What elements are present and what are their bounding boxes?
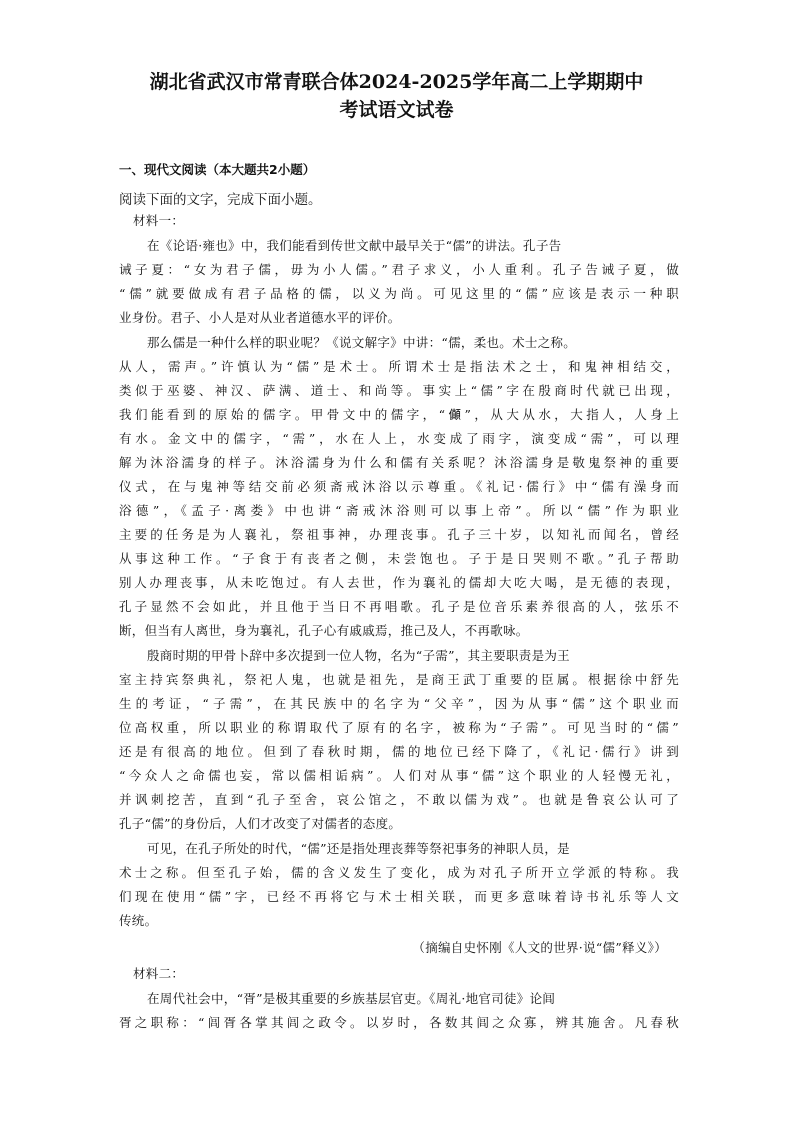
text-line: 胥之职称：“闾胥各掌其闾之政令。以岁时，各数其闾之众寡，辨其施舍。凡春秋 [119,1015,679,1030]
text-line: 解为沐浴濡身的样子。沐浴濡身为什么和儒有关系呢？沐浴濡身是敬鬼祭神的重要 [119,455,679,470]
text-line: 断，但当有人离世，身为襄礼，孔子心有戚戚焉，推己及人，不再歌咏。 [119,623,529,638]
text-line: 从事这种工作。“子食于有丧者之侧，未尝饱也。子于是日哭则不歌。”孔子帮助 [119,551,679,566]
text-line: 孔子显然不会如此，并且他于当日不再唱歌。孔子是位音乐素养很高的人，弦乐不 [119,599,679,614]
material-one-label: 材料一： [133,213,185,228]
text-line: 别人办理丧事，从未吃饱过。有人去世，作为襄礼的儒却大吃大喝，是无德的表现， [119,575,679,590]
text-line: 并讽刺挖苦，直到“孔子至舍，哀公馆之，不敢以儒为戏”。也就是鲁哀公认可了 [119,792,679,807]
text-line: 位高权重，所以职业的称谓取代了原有的名字，被称为“子需”。可见当时的“儒” [119,720,679,735]
text-line: 类似于巫婆、神汉、萨满、道士、和尚等。事实上“儒”字在殷商时代就已出现， [119,383,679,398]
text-line: 生的考证，“子需”，在其民族中的名字为“父辛”，因为从事“儒”这个职业而 [119,696,679,711]
text-line: 主要的任务是为人襄礼，祭祖事神，办理丧事。孔子三十岁，以知礼而闻名，曾经 [119,527,679,542]
text-line: 传统。 [119,913,158,928]
text-line: 们现在使用“儒”字，已经不再将它与术士相关联，而更多意味着诗书礼乐等人文 [119,889,679,904]
source-citation: （摘编自史怀刚《人文的世界·说“儒”释义》） [412,940,667,955]
material-two-label: 材料二： [133,966,185,981]
text-line: 室主持宾祭典礼，祭祀人鬼，也就是祖先，是商王武丁重要的臣属。根据徐中舒先 [119,672,679,687]
text-line: 有水。金文中的儒字，“需”，水在人上，水变成了雨字，演变成“需”，可以理 [119,431,679,446]
text-line: 从人，需声。”许慎认为“儒”是术士。所谓术士是指法术之士，和鬼神相结交， [119,359,679,374]
section-heading: 一、现代文阅读（本大题共2小题） [119,162,316,177]
text-line: 业身份。君子、小人是对从业者道德水平的评价。 [119,310,401,325]
text-line: “儒”就要做成有君子品格的儒，以义为尚。可见这里的“儒”应该是表示一种职 [119,286,679,301]
text-line: 诫子夏：“女为君子儒，毋为小人儒。”君子求义，小人重利。孔子告诫子夏，做 [119,262,679,277]
text-line: 我们能看到的原始的儒字。甲骨文中的儒字，“𠑘”，从大从水，大指人，人身上 [119,407,679,422]
text-line: 在《论语·雍也》中，我们能看到传世文献中最早关于“儒”的讲法。孔子告 [147,238,562,253]
text-line: 在周代社会中，“胥”是极其重要的乡族基层官吏。《周礼·地官司徒》论闾 [147,991,556,1006]
text-line: 殷商时期的甲骨卜辞中多次提到一位人物，名为“子需”，其主要职责是为王 [147,648,570,663]
text-line: 那么儒是一种什么样的职业呢？《说文解字》中讲：“儒，柔也。术士之称。 [147,335,577,350]
text-line: 可见，在孔子所处的时代，“儒”还是指处理丧葬等祭祀事务的神职人员，是 [147,841,570,856]
page-title-line-1: 湖北省武汉市常青联合体2024-2025学年高二上学期期中 [149,71,644,93]
text-line: 孔子“儒”的身份后，人们才改变了对儒者的态度。 [119,816,402,831]
text-line: 术士之称。但至孔子始，儒的含义发生了变化，成为对孔子所开立学派的特称。我 [119,865,679,880]
text-line: 仪式，在与鬼神等结交前必须斋戒沐浴以示尊重。《礼记·儒行》中“儒有澡身而 [119,479,679,494]
text-line: 浴德”，《孟子·离娄》中也讲“斋戒沐浴则可以事上帝”。所以“儒”作为职业 [119,503,679,518]
text-line: “今众人之命儒也妄，常以儒相诟病”。人们对从事“儒”这个职业的人轻慢无礼， [119,768,679,783]
text-line: 还是有很高的地位。但到了春秋时期，儒的地位已经下降了，《礼记·儒行》讲到 [119,744,679,759]
instruction-text: 阅读下面的文字，完成下面小题。 [119,192,322,208]
page-title-line-2: 考试语文试卷 [339,99,454,121]
